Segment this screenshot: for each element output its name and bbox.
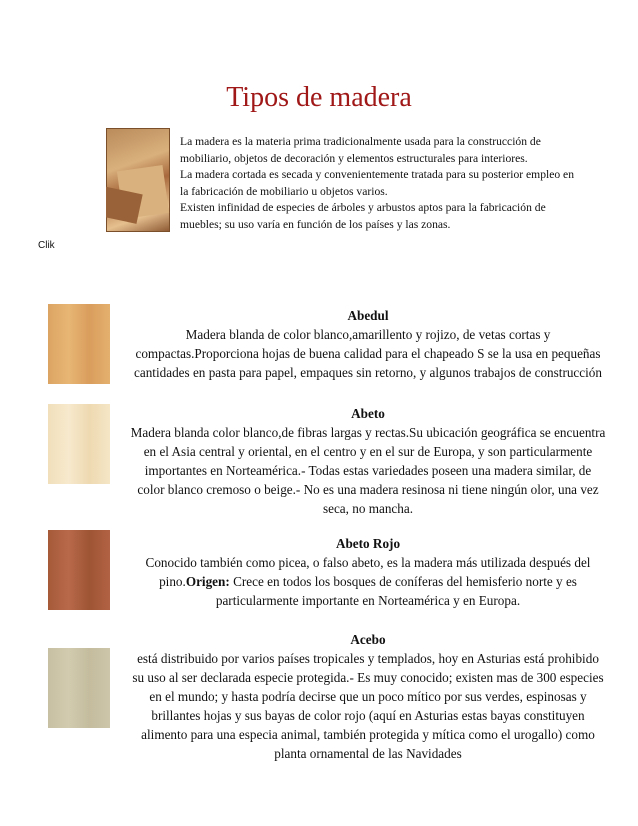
wood-entry-abeto bbox=[130, 404, 606, 518]
wood-planks-photo bbox=[106, 128, 170, 232]
wood-description-part: Crece en todos los bosques de coníferas del hemisferio norte y es particularmente importante en Norteamérica y en Europa. bbox=[215, 574, 577, 608]
page-title: Tipos de madera bbox=[226, 82, 412, 113]
abedul-swatch bbox=[48, 304, 110, 384]
wood-entry-acebo bbox=[130, 630, 606, 763]
wood-name: Abeto Rojo bbox=[335, 536, 401, 551]
acebo-swatch bbox=[48, 648, 110, 728]
abeto-rojo-swatch bbox=[48, 530, 110, 610]
wood-description: Madera blanda color blanco,de fibras largas y rectas.Su ubicación geográfica se encuentra en el Asia central y oriental, en el centro y en el sur de Europa, y son particularmente importantes en Norteamérica.- Todas estas variedades poseen una madera similar, de color blanco cremoso o beige.- No es una madera resinosa ni tiene ningún olor, una vez seca, no mancha. bbox=[130, 425, 606, 516]
wood-description: está distribuido por varios países tropicales y templados, hoy en Asturias está prohibido su uso al ser declarada especie protegida.- Es muy conocido; existen mas de 300 especies en el mundo; y hasta podría decirse que un poco mítico por sus verdes, espinosas y brillantes hojas y sus bayas de color rojo (aquí en Asturias estas bayas constituyen alimento para una especia animal, también protegida y mítica como el urogallo) como planta ornamental de las Navidades bbox=[132, 651, 604, 761]
wood-description: Madera blanda de color blanco,amarillento y rojizo, de vetas cortas y compactas.Proporciona hojas de buena calidad para el chapeado S se la usa en pequeñas cantidades en pasta para papel, empaques sin retorno, y algunos trabajos de construcción bbox=[134, 327, 602, 380]
intro-line-1: La madera es la materia prima tradicionalmente usada para la construcción de mobiliario, objetos de decoración y elementos estructurales para interiores. bbox=[180, 135, 541, 165]
abeto-swatch bbox=[48, 404, 110, 484]
wood-description-part: Conocido también como picea, o falso abeto, es la madera más utilizada después del pino. bbox=[145, 555, 591, 589]
wood-description bbox=[130, 553, 606, 610]
intro-line-3: Existen infinidad de especies de árboles y arbustos aptos para la fabricación de muebles; su uso varía en función de los países y las zonas. bbox=[180, 201, 546, 231]
wood-entry-abedul bbox=[130, 306, 606, 382]
clik-link[interactable]: Clik bbox=[38, 240, 55, 251]
wood-entry-abeto-rojo bbox=[130, 534, 606, 610]
wood-name: Acebo bbox=[350, 632, 386, 647]
origin-label: Origen: bbox=[185, 574, 230, 589]
wood-name: Abedul bbox=[347, 308, 389, 323]
wood-name: Abeto bbox=[351, 406, 385, 421]
intro-text bbox=[180, 134, 580, 233]
intro-line-2: La madera cortada es secada y convenientemente tratada para su posterior empleo en la fabricación de mobiliario u objetos varios. bbox=[180, 168, 574, 198]
